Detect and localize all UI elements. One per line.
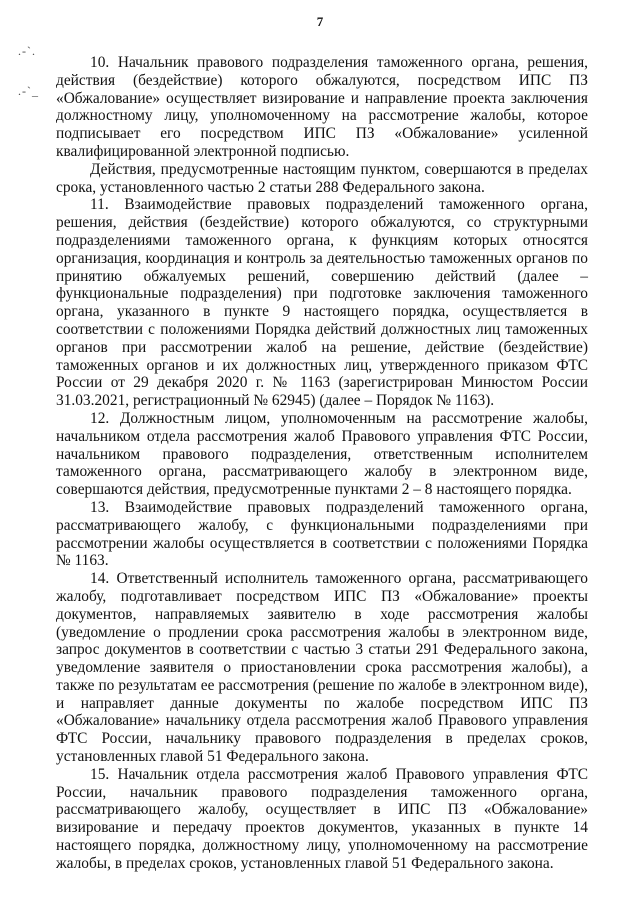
page-number: 7 <box>316 14 324 29</box>
paragraph-11: 11. Взаимодействие правовых подразделений таможенного органа, решения, действия (бездействие) которого обжалуются, со структурными подразделениями таможенного органа, к функциям которых относятся организация, координация и контроль за деятельностью таможенных органов по принятию обжалуемых решений, совершению действий (далее – функциональные подразделения) при подготовке заключения таможенного органа, указанного в пункте 9 настоящего порядка, осуществляется в соответствии с положениями Порядка действий должностных лиц таможенных органов при рассмотрении жалоб на решение, действие (бездействие) таможенных органов и их должностных лиц, утвержденного приказом ФТС России от 29 декабря 2020 г. № 1163 (зарегистрирован Минюстом России 31.03.2021, регистрационный № 62945) (далее – Порядок № 1163). <box>56 196 588 410</box>
document-body <box>56 54 588 873</box>
paragraph-12: 12. Должностным лицом, уполномоченным на рассмотрение жалобы, начальником отдела рассмотрения жалоб Правового управления ФТС России, начальником правового подразделения, ответственным исполнителем таможенного органа, рассматривающего жалобу в электронном виде, совершаются действия, предусмотренные пунктами 2 – 8 настоящего порядка. <box>56 409 588 499</box>
paragraph-14: 14. Ответственный исполнитель таможенного органа, рассматривающего жалобу, подготавливает посредством ИПС ПЗ «Обжалование» проекты документов, направляемых заявителю в ходе рассмотрения жалобы (уведомление о продлении срока рассмотрения жалобы в электронном виде, запрос документов в соответствии с частью 3 статьи 291 Федерального закона, уведомление заявителя о приостановлении срока рассмотрения жалобы), а также по результатам ее рассмотрения (решение по жалобе в электронном виде), и направляет данные документы по жалобе посредством ИПС ПЗ «Обжалование» начальнику отдела рассмотрения жалоб Правового управления ФТС России, начальнику правового подразделения в пределах сроков, установленных главой 51 Федерального закона. <box>56 570 588 766</box>
paragraph-10-note: Действия, предусмотренные настоящим пунктом, совершаются в пределах срока, установленного частью 2 статьи 288 Федерального закона. <box>56 160 588 196</box>
paragraph-15: 15. Начальник отдела рассмотрения жалоб Правового управления ФТС России, начальник правового подразделения таможенного органа, рассматривающего жалобу, осуществляет в ИПС ПЗ «Обжалование» визирование и передачу проектов документов, указанных в пункте 14 настоящего порядка, должностному лицу, уполномоченному на рассмотрение жалобы, в пределах сроков, установленных главой 51 Федерального закона. <box>56 765 588 872</box>
scan-artifact-mark: .-`_ <box>18 84 39 98</box>
scan-artifact-mark: .-`. <box>18 44 36 58</box>
paragraph-13: 13. Взаимодействие правовых подразделений таможенного органа, рассматривающего жалобу, с функциональными подразделениями при рассмотрении жалобы осуществляется в соответствии с положениями Порядка № 1163. <box>56 498 588 570</box>
paragraph-10: 10. Начальник правового подразделения таможенного органа, решения, действия (бездействие) которого обжалуются, посредством ИПС ПЗ «Обжалование» осуществляет визирование и направление проекта заключения должностному лицу, уполномоченному на рассмотрение жалобы, которое подписывает его посредством ИПС ПЗ «Обжалование» усиленной квалифицированной электронной подписью. <box>56 54 588 160</box>
